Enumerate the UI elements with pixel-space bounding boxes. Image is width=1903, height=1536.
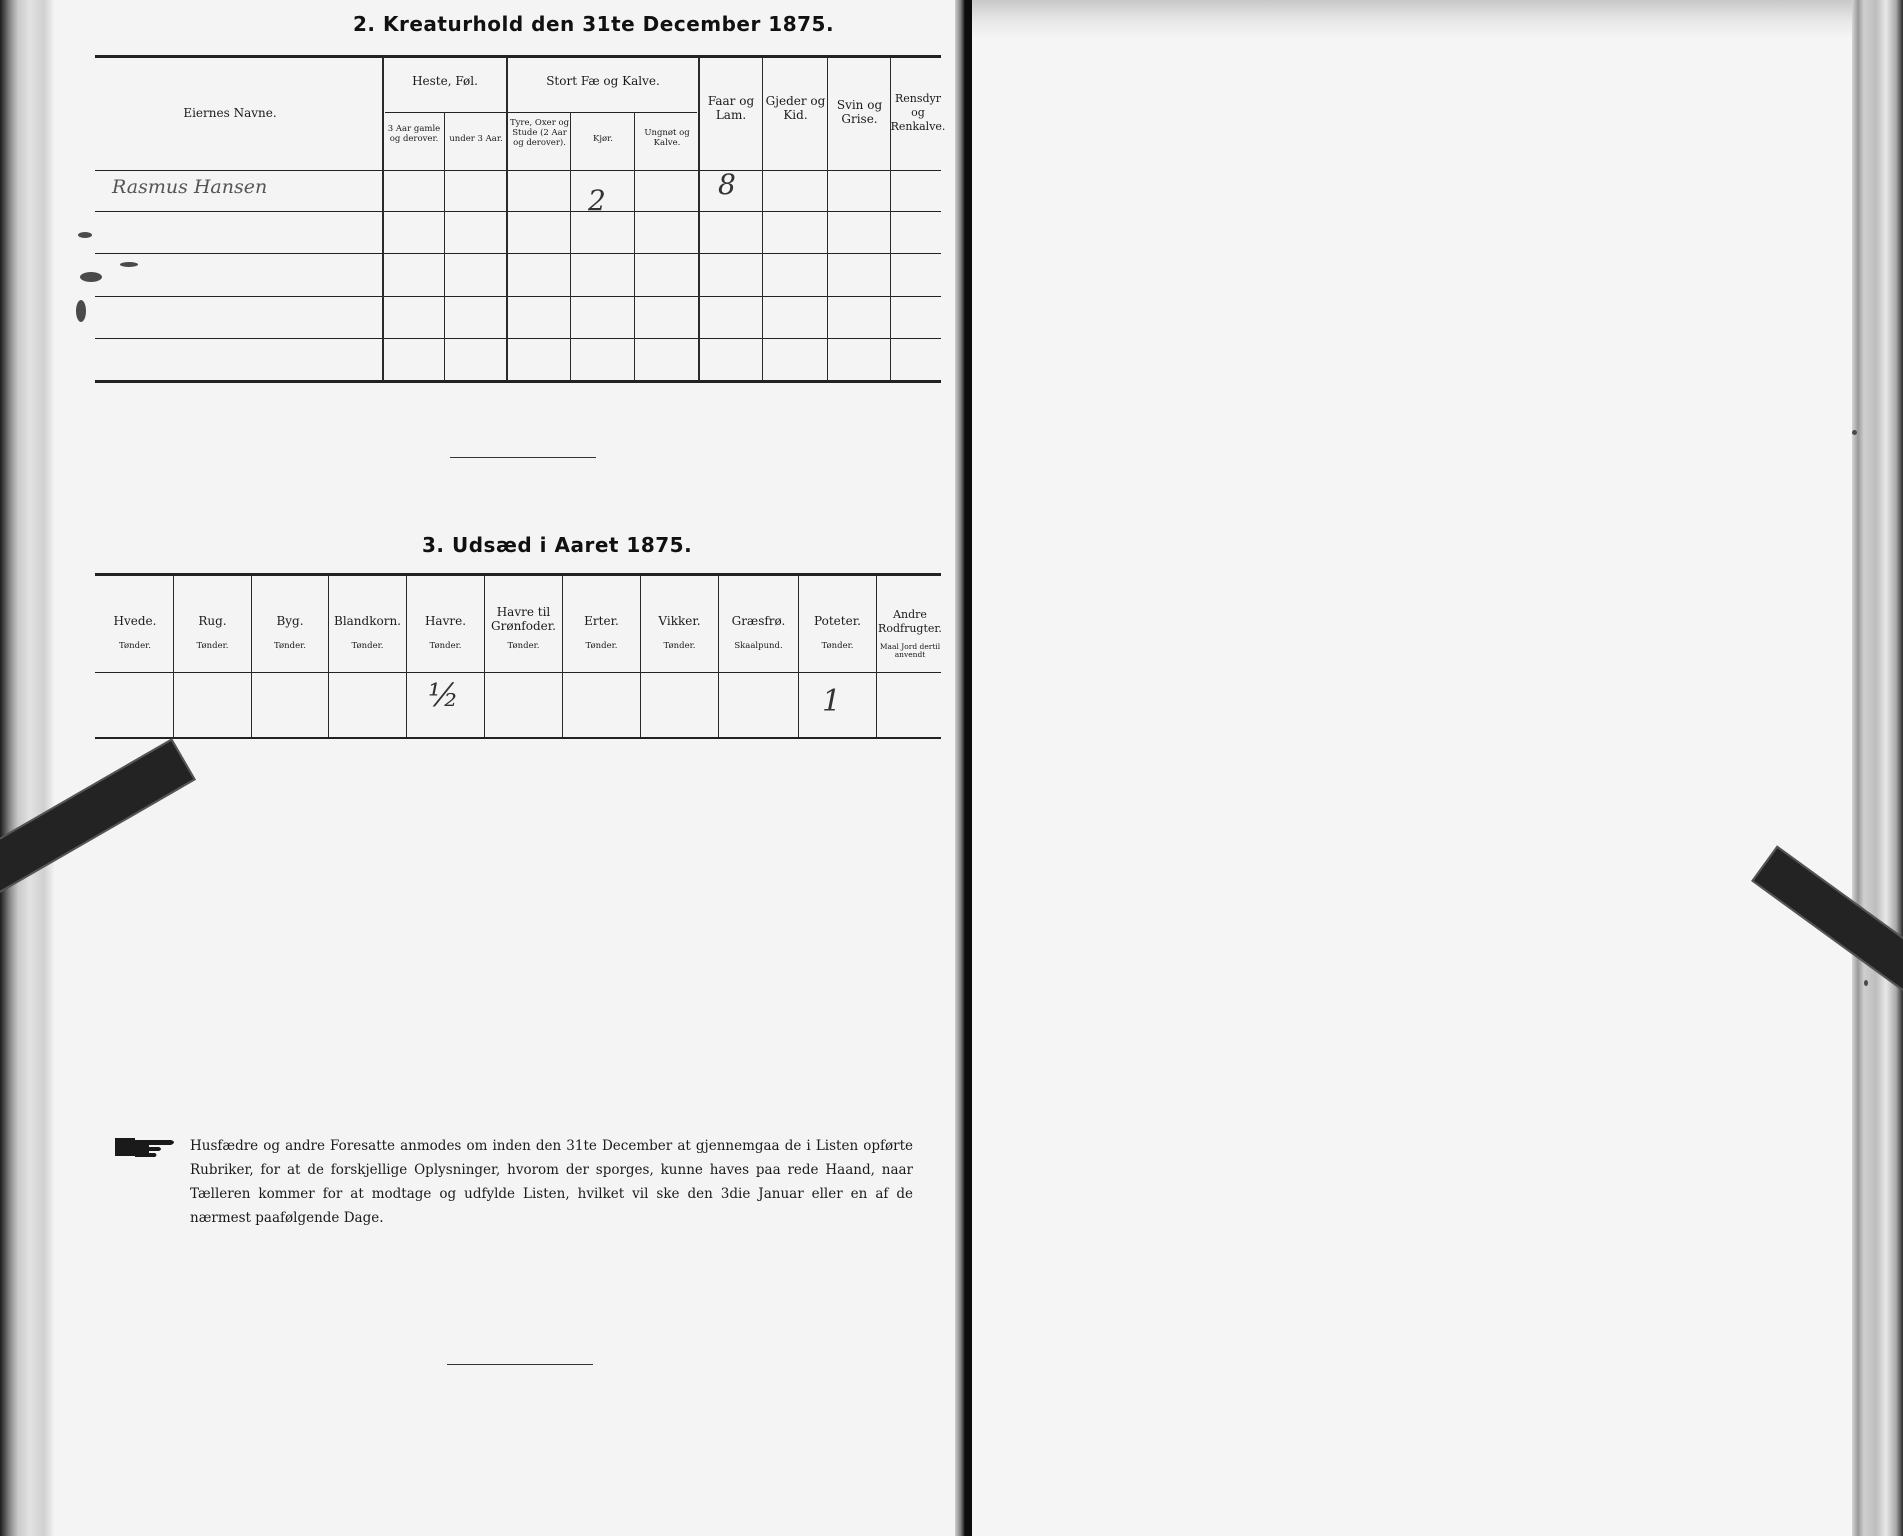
section-divider [450,457,596,458]
header-horses: Heste, Føl. [412,74,478,88]
cows-count-entry: 2 [588,184,606,217]
row-rule [95,296,941,297]
col-divider [698,57,700,381]
unit-peas: Tønder. [585,641,618,651]
page-edge-right [1852,0,1903,1536]
unit-vetch: Tønder. [663,641,696,651]
header-owner-names: Eiernes Navne. [183,106,277,120]
col-divider [827,57,828,381]
table-bottom-rule [95,737,941,739]
header-wheat: Hvede. [113,614,157,628]
col-divider [251,576,252,737]
sheep-count-entry: 8 [718,168,736,201]
header-other-roots: Andre Rodfrugter. [878,608,942,635]
col-divider [762,57,763,381]
livestock-section-title: 2. Kreaturhold den 31te December 1875. [353,12,835,36]
row-rule [95,338,941,339]
header-peas: Erter. [584,614,619,628]
header-cattle-cows: Kjør. [593,134,613,144]
row-rule [95,253,941,254]
unit-potatoes: Tønder. [821,641,854,651]
col-divider [640,576,641,737]
header-cattle: Stort Fæ og Kalve. [546,74,660,88]
header-oats-fodder: Havre til Grønfoder. [491,605,556,633]
subheader-rule [385,112,697,113]
table-bottom-rule [95,380,941,383]
header-potatoes: Poteter. [814,614,861,628]
header-horses-old: 3 Aar gamle og derover. [387,124,441,144]
owner-name-entry: Rasmus Hansen [112,176,268,198]
col-divider [328,576,329,737]
header-goats: Gjeder og Kid. [765,94,826,122]
header-vetch: Vikker. [658,614,701,628]
unit-wheat: Tønder. [119,641,151,651]
header-oats: Havre. [424,614,467,628]
potatoes-amount-entry: 1 [822,684,842,719]
header-pigs: Svin og Grise. [836,98,883,126]
row-rule [95,211,941,212]
seed-section-title: 3. Udsæd i Aaret 1875. [422,533,693,557]
ink-smudge [120,262,138,267]
instructions-notice: Husfædre og andre Foresatte anmodes om inden den 31te December at gjennemgaa de i Listen opførte Rubriker, for at de forskjellige Oplysninger, hvorom der sporges, kunne haves paa rede Haand, naar Tælleren kommer for at modtage og udfylde Listen, hvilket vil ske den 3die Januar eller en af de nærmest paafølgende Dage. [190,1138,913,1226]
unit-barley: Tønder. [274,641,306,651]
right-page-top-shadow [972,0,1852,38]
col-divider [634,112,635,381]
unit-mixed-grain: Tønder. [351,641,384,651]
header-rye: Rug. [198,614,227,628]
ink-smudge [1852,430,1857,435]
header-mixed-grain: Blandkorn. [334,614,401,628]
book-gutter [955,0,972,1536]
ink-smudge [1864,980,1868,986]
table-top-rule [95,573,941,576]
header-cattle-young: Ungnøt og Kalve. [644,128,690,148]
oats-amount-entry: ½ [428,676,460,714]
ink-smudge [78,232,92,238]
unit-other-roots: Maal Jord dertil anvendt [879,642,941,659]
footer-divider [447,1364,593,1365]
unit-oats-fodder: Tønder. [507,641,540,651]
unit-oats: Tønder. [429,641,462,651]
header-sheep: Faar og Lam. [707,94,755,122]
col-divider [718,576,719,737]
col-divider [562,576,563,737]
page-stack-left [0,0,54,1536]
ink-smudge [76,300,86,322]
unit-grass-seed: Skaalpund. [734,641,783,651]
right-page-blank [972,0,1852,1536]
header-reindeer: Rensdyr og Renkalve. [890,92,946,133]
header-horses-young: under 3 Aar. [449,134,503,144]
header-bottom-rule [95,170,941,171]
col-divider [173,576,174,737]
header-grass-seed: Græsfrø. [731,614,786,628]
pointing-hand-icon [113,1132,179,1160]
col-divider [506,57,508,381]
table-top-rule [95,55,941,58]
unit-rye: Tønder. [196,641,229,651]
header-barley: Byg. [276,614,304,628]
col-divider [444,112,445,381]
col-divider [570,112,571,381]
col-divider [406,576,407,737]
col-divider [382,57,384,381]
col-divider [484,576,485,737]
header-bottom-rule [95,672,941,673]
ink-smudge [80,272,102,282]
col-divider [798,576,799,737]
header-cattle-bulls: Tyre, Oxer og Stude (2 Aar og derover). [509,118,570,148]
